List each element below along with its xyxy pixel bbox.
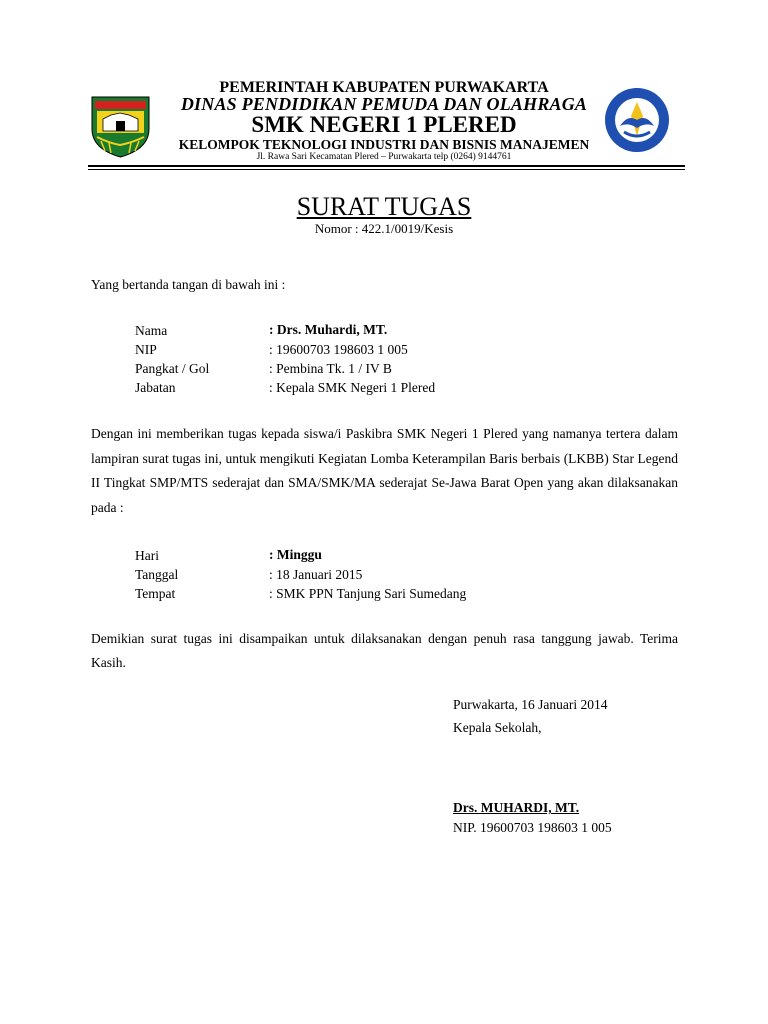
letter-number: Nomor : 422.1/0019/Kesis <box>314 221 454 236</box>
signer-value-jabatan: : Kepala SMK Negeri 1 Plered <box>269 380 436 395</box>
letter-title: SURAT TUGAS <box>296 192 472 221</box>
assignment-paragraph: Dengan ini memberikan tugas kepada siswa/i Paskibra SMK Negeri 1 Plered yang namanya tertera dalam lampiran surat tugas ini, untuk mengikuti Kegiatan Lomba Keterampilan Baris berbais (LKBB) Star Legend II Tingkat SMP/MTS sederajat dan SMA/SMK/MA sederajat Se-Jawa Barat Open yang akan dilaksanakan pada : <box>91 426 678 515</box>
signature-nip: NIP. 19600703 198603 1 005 <box>453 820 612 835</box>
signature-place-date: Purwakarta, 16 Januari 2014 <box>453 697 608 712</box>
signature-name: Drs. MUHARDI, MT. <box>453 800 580 815</box>
event-value-hari: : Minggu <box>269 547 322 562</box>
closing-paragraph: Demikian surat tugas ini disampaikan untuk dilaksanakan dengan penuh rasa tanggung jawab. Terima Kasih. <box>91 631 678 670</box>
event-value-tanggal: : 18 Januari 2015 <box>269 567 363 582</box>
signer-value-nama: : Drs. Muhardi, MT. <box>269 322 388 337</box>
event-label-tempat: Tempat <box>135 586 176 601</box>
intro-text: Yang bertanda tangan di bawah ini : <box>91 277 286 292</box>
header-divider-thin <box>88 169 685 170</box>
signer-label-nip: NIP <box>135 342 157 357</box>
header-program-group: KELOMPOK TEKNOLOGI INDUSTRI DAN BISNIS MANAJEMEN <box>178 137 590 152</box>
signer-label-pangkat: Pangkat / Gol <box>135 361 210 376</box>
signer-value-pangkat: : Pembina Tk. 1 / IV B <box>269 361 392 376</box>
event-label-hari: Hari <box>135 548 159 563</box>
event-label-tanggal: Tanggal <box>135 567 179 582</box>
header-address: Jl. Rawa Sari Kecamatan Plered – Purwakarta telp (0264) 9144761 <box>256 152 512 162</box>
header-divider <box>88 165 685 167</box>
header-department: DINAS PENDIDIKAN PEMUDA DAN OLAHRAGA <box>180 94 588 114</box>
signer-value-nip: : 19600703 198603 1 005 <box>269 342 408 357</box>
header-government: PEMERINTAH KABUPATEN PURWAKARTA <box>219 79 549 96</box>
event-value-tempat: : SMK PPN Tanjung Sari Sumedang <box>269 586 467 601</box>
signer-label-nama: Nama <box>135 323 168 338</box>
signature-position: Kepala Sekolah, <box>453 720 542 735</box>
header-school-name: SMK NEGERI 1 PLERED <box>251 112 517 137</box>
signer-label-jabatan: Jabatan <box>135 380 176 395</box>
